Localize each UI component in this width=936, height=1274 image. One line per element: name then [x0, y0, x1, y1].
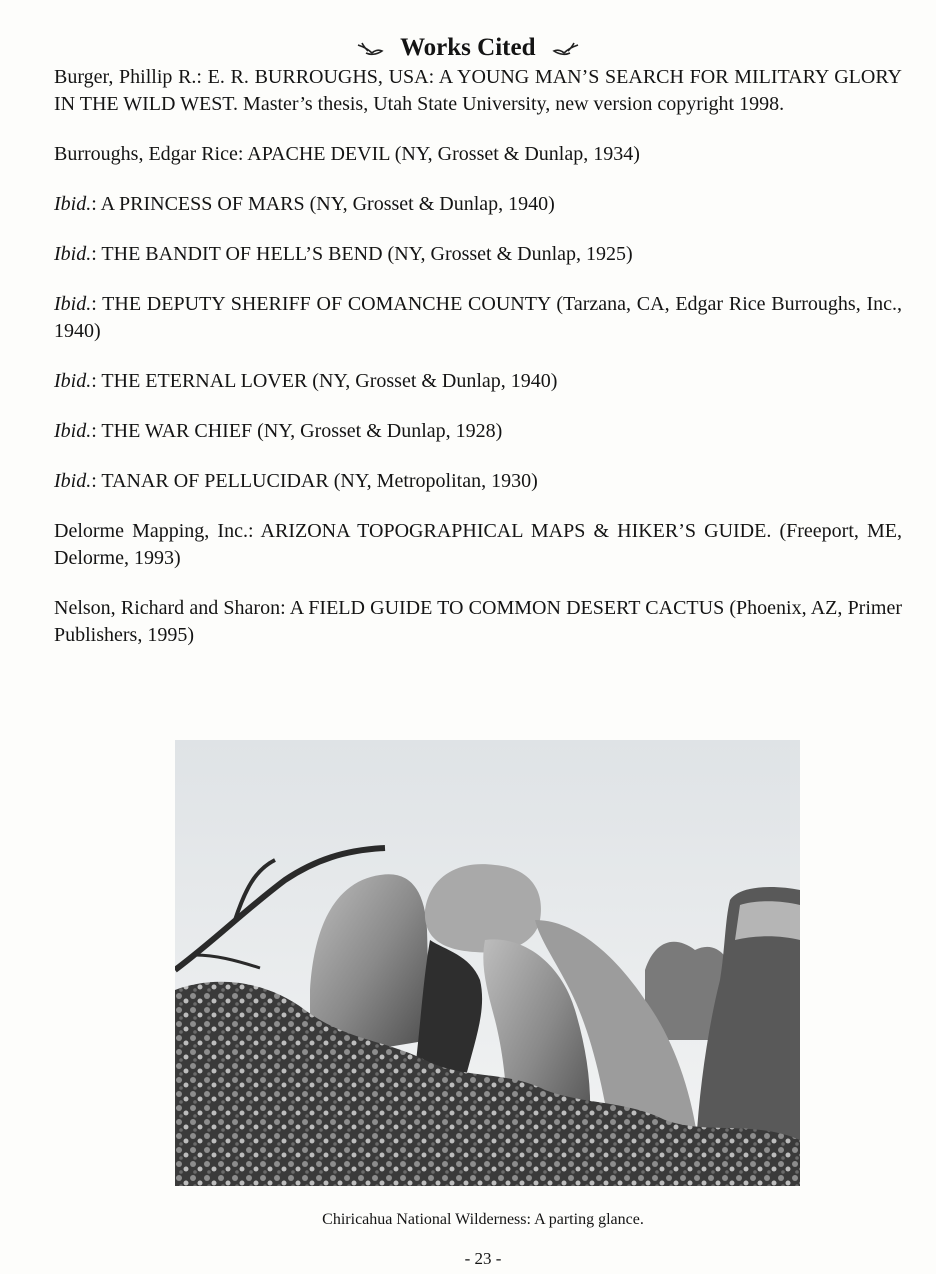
page-title — [0, 32, 936, 64]
reference-entry: Nelson, Richard and Sharon: A FIELD GUIDE TO COMMON DESERT CACTUS (Phoenix, AZ, Primer Publishers, 1995) — [54, 597, 902, 646]
reference-entry: Ibid.: A PRINCESS OF MARS (NY, Grosset & Dunlap, 1940) — [54, 193, 555, 215]
reference-entry: Ibid.: THE ETERNAL LOVER (NY, Grosset & Dunlap, 1940) — [54, 370, 558, 392]
rock-formation-illustration — [175, 740, 800, 1186]
page-number: - 23 - — [464, 1249, 502, 1268]
reference-entry: Ibid.: THE DEPUTY SHERIFF OF COMANCHE COUNTY (Tarzana, CA, Edgar Rice Burroughs, Inc., 1940) — [54, 293, 902, 342]
reference-entry: Ibid.: THE BANDIT OF HELL’S BEND (NY, Grosset & Dunlap, 1925) — [54, 243, 633, 265]
reference-entry: Burger, Phillip R.: E. R. BURROUGHS, USA: A YOUNG MAN’S SEARCH FOR MILITARY GLORY IN THE WILD WEST. Master’s thesis, Utah State University, new version copyright 1998. — [54, 66, 902, 115]
left-leaf-ornament-icon — [356, 41, 386, 57]
reference-entry: Ibid.: THE WAR CHIEF (NY, Grosset & Dunlap, 1928) — [54, 420, 503, 442]
reference-entry: Burroughs, Edgar Rice: APACHE DEVIL (NY, Grosset & Dunlap, 1934) — [54, 143, 640, 165]
reference-entry: Ibid.: TANAR OF PELLUCIDAR (NY, Metropolitan, 1930) — [54, 470, 538, 492]
reference-list — [54, 64, 902, 672]
right-leaf-ornament-icon — [550, 41, 580, 57]
landscape-photo — [175, 740, 800, 1186]
works-cited-heading: Works Cited — [400, 34, 536, 61]
photo-caption: Chiricahua National Wilderness: A parting glance. — [322, 1211, 644, 1228]
reference-entry: Delorme Mapping, Inc.: ARIZONA TOPOGRAPHICAL MAPS & HIKER’S GUIDE. (Freeport, ME, Delorme, 1993) — [54, 520, 902, 569]
